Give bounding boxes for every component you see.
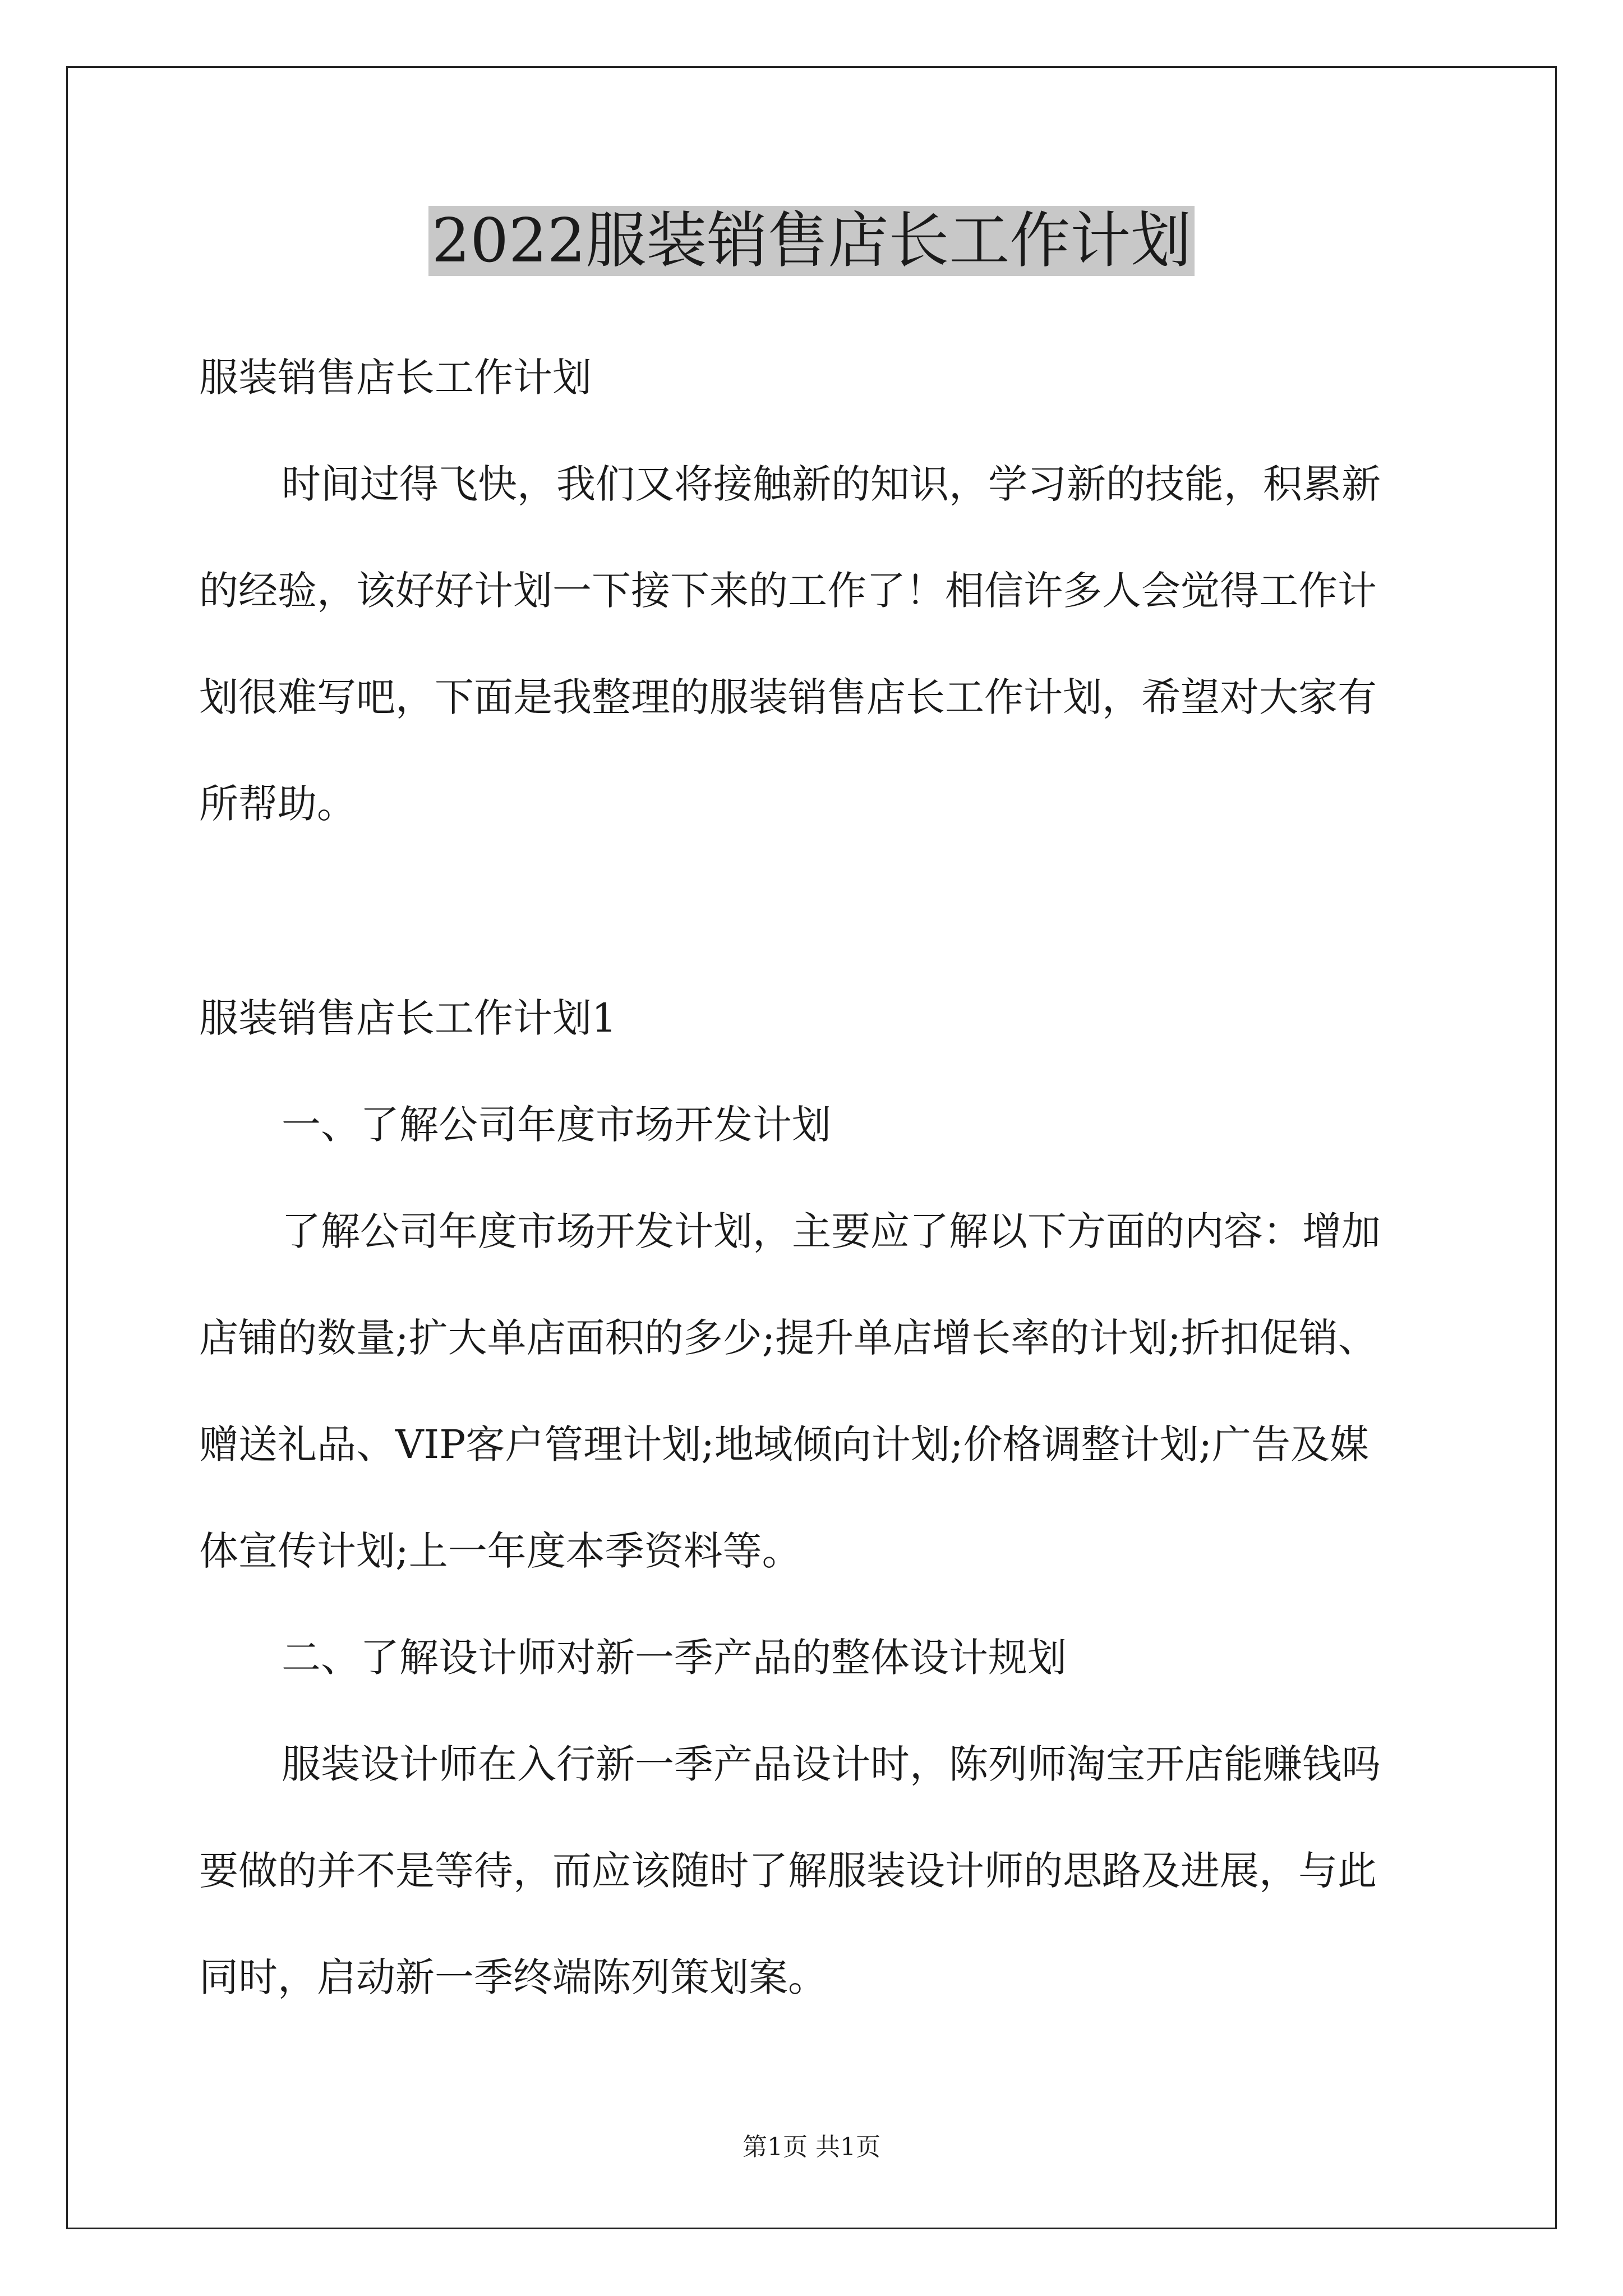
intro-line-2: 的经验，该好好计划一下接下来的工作了！相信许多人会觉得工作计: [199, 568, 1377, 614]
page-footer: 第1页 共1页: [743, 2133, 880, 2161]
document-subtitle: 服装销售店长工作计划: [199, 355, 592, 401]
intro-line-4: 所帮助。: [199, 781, 356, 827]
para1-line-2: 店铺的数量;扩大单店面积的多少;提升单店增长率的计划;折扣促销、: [199, 1315, 1377, 1361]
intro-line-1: 时间过得飞快，我们又将接触新的知识，学习新的技能，积累新: [282, 461, 1381, 507]
para1-line-3: 赠送礼品、VIP客户管理计划;地域倾向计划;价格调整计划;广告及媒: [199, 1421, 1370, 1467]
para2-line-2: 要做的并不是等待，而应该随时了解服装设计师的思路及进展，与此: [199, 1848, 1377, 1894]
para2-line-1: 服装设计师在入行新一季产品设计时，陈列师淘宝开店能赚钱吗: [282, 1741, 1381, 1787]
heading-2: 二、了解设计师对新一季产品的整体设计规划: [282, 1635, 1067, 1681]
document-title: [0, 205, 1623, 278]
para2-line-3: 同时，启动新一季终端陈列策划案。: [199, 1954, 827, 2000]
para1-line-4: 体宣传计划;上一年度本季资料等。: [199, 1528, 801, 1574]
intro-line-3: 划很难写吧，下面是我整理的服装销售店长工作计划，希望对大家有: [199, 674, 1377, 720]
heading-1: 一、了解公司年度市场开发计划: [282, 1102, 831, 1148]
section-title: 服装销售店长工作计划1: [199, 995, 617, 1041]
para1-line-1: 了解公司年度市场开发计划，主要应了解以下方面的内容：增加: [282, 1208, 1381, 1254]
document-title-text: 2022服装销售店长工作计划: [428, 206, 1195, 276]
